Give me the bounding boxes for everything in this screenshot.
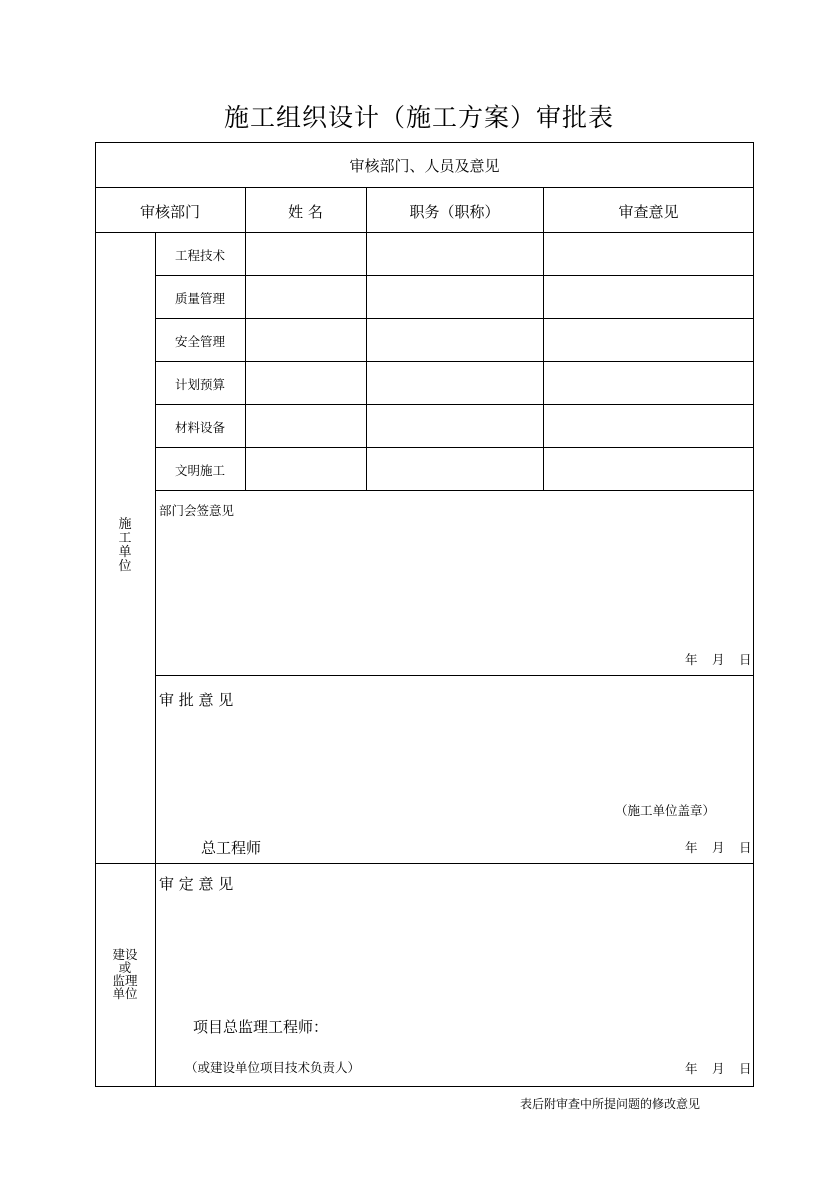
dept-row-label: 文明施工	[174, 463, 225, 478]
dept-row-label: 材料设备	[174, 420, 225, 435]
divider	[155, 675, 754, 676]
chief-engineer-label: 总工程师	[201, 839, 262, 857]
column-header-opinion: 审查意见	[618, 203, 679, 221]
dept-row-label: 计划预算	[174, 377, 225, 392]
date-day: 日	[739, 1061, 752, 1076]
dept-row-label: 工程技术	[174, 248, 225, 263]
label-char: 单	[118, 545, 132, 560]
divider	[543, 187, 544, 491]
date-year: 年	[685, 652, 698, 667]
date-day: 日	[739, 840, 752, 855]
label-char: 施	[118, 517, 132, 532]
construction-unit-label	[95, 518, 155, 574]
divider	[245, 187, 246, 491]
dept-row-label: 质量管理	[174, 291, 225, 306]
dept-row-label: 安全管理	[174, 334, 225, 349]
chief-supervisor-label: 项目总监理工程师：	[193, 1018, 329, 1036]
label-line: 监理	[112, 973, 138, 988]
countersign-label: 部门会签意见	[159, 503, 235, 518]
final-review-label: 审 定 意 见	[159, 875, 234, 893]
seal-note: （施工单位盖章）	[615, 803, 716, 818]
column-header-dept: 审核部门	[139, 203, 200, 221]
column-header-name: 姓 名	[288, 203, 323, 221]
date-year: 年	[685, 840, 698, 855]
table-frame	[95, 142, 754, 1087]
label-line: 或	[118, 960, 132, 975]
alt-signer-label: （或建设单位项目技术负责人）	[185, 1060, 361, 1075]
label-line: 单位	[112, 986, 138, 1001]
divider	[155, 232, 156, 1087]
page-title: 施工组织设计（施工方案）审批表	[223, 103, 614, 132]
divider	[95, 232, 754, 233]
section-header: 审核部门、人员及意见	[349, 157, 500, 175]
divider	[366, 187, 367, 491]
supervision-unit-label	[95, 948, 155, 1000]
date-month: 月	[712, 1061, 725, 1076]
divider	[95, 863, 754, 864]
date-month: 月	[712, 652, 725, 667]
approval-label: 审 批 意 见	[159, 691, 234, 709]
column-header-post: 职务（职称）	[409, 203, 500, 221]
footnote: 表后附审查中所提问题的修改意见	[520, 1097, 701, 1111]
date-day: 日	[739, 652, 752, 667]
date-month: 月	[712, 840, 725, 855]
divider	[95, 187, 754, 188]
label-char: 工	[118, 531, 132, 546]
label-line: 建设	[112, 947, 138, 962]
date-year: 年	[685, 1061, 698, 1076]
label-char: 位	[118, 559, 132, 574]
